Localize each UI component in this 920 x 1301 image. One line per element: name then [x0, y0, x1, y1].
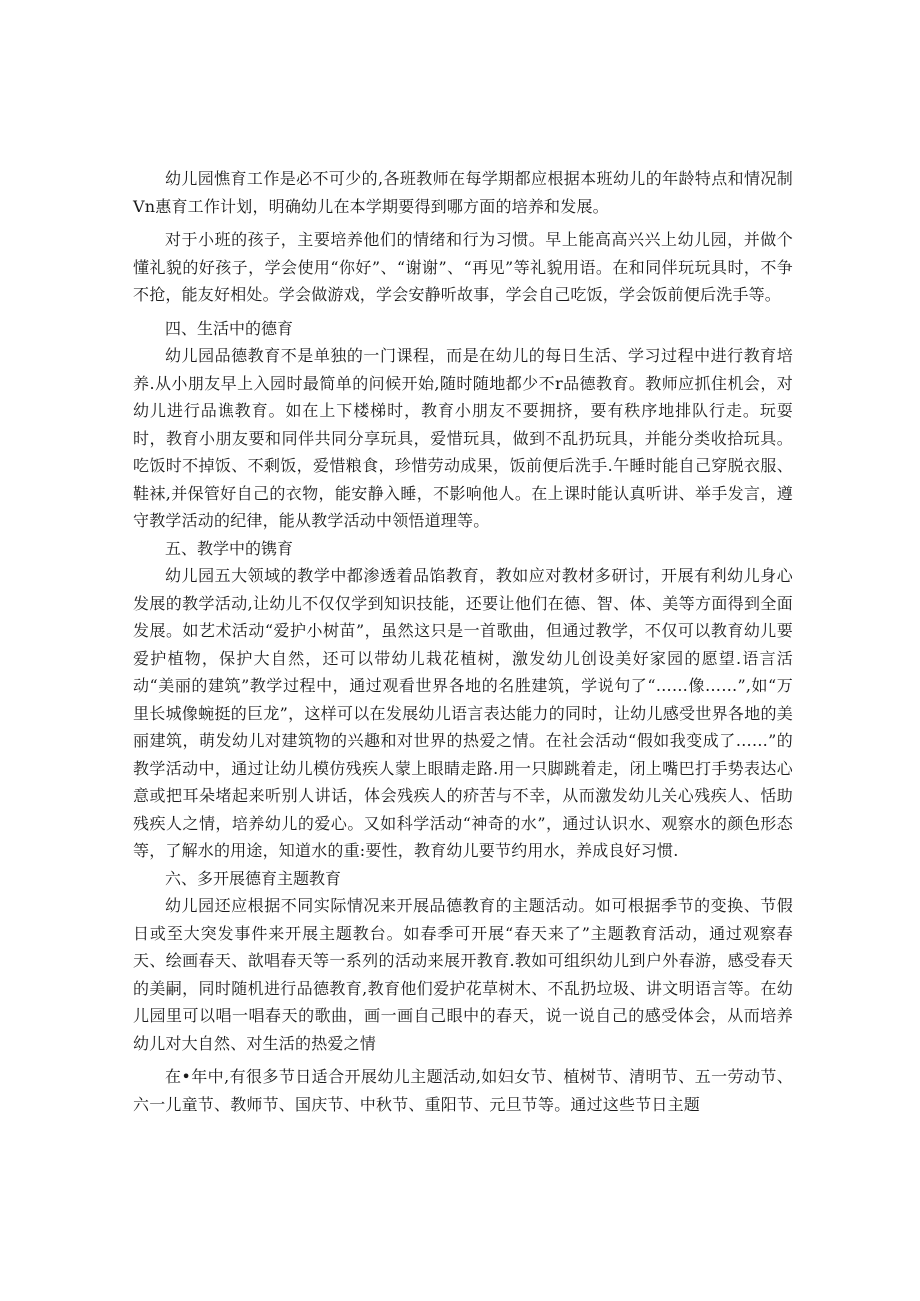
- paragraph-festivals: 在•年中,有很多节日适合开展幼儿主题活动,如妇女节、植树节、清明节、五一劳动节、六一儿童节、教师节、国庆节、中秋节、重阳节、元旦节等。通过这些节日主题: [133, 1067, 793, 1114]
- document-body: [133, 165, 793, 1118]
- paragraph-intro: 幼儿园憔育工作是必不可少的,各班教师在每学期都应根据本班幼儿的年龄特点和情况制Vn惠育工作计划，明确幼儿在本学期要得到哪方面的培养和发展。: [133, 169, 793, 216]
- section-heading-teaching: 五、教学中的镌育: [165, 538, 294, 558]
- section-heading-life: 四、生活中的德育: [165, 318, 294, 338]
- paragraph-theme-activities: 幼儿园还应根据不同实际情况来开展品德教育的主题活动。如可根据季节的变换、节假日或至大突发事件来开展主题教台。如春季可开展“春天来了”主题教育活动，通过观察春天、绘画春天、歆唱春天等一系列的活动来展开教育.教如可组织幼儿到户外春游，感受春天的美嗣，同时随机进行品德教育,教育他们爱护花草树木、不乱扔垃圾、讲文明语言等。在幼儿园里可以唱一唱春天的歌曲，画一画自己眼中的春天，说一说自己的感受体会，从而培养幼儿对大自然、对生活的热爱之情: [133, 896, 793, 1053]
- paragraph-small-class: 对于小班的孩子，主要培养他们的情绪和行为习惯。早上能高高兴兴上幼儿园，并做个懂礼貌的好孩子，学会使用“你好”、“谢谢”、“再见”等礼貌用语。在和同伴玩玩具时，不争不抢，能友好相处。学会做游戏，学会安静听故事，学会自己吃饭，学会饭前便后洗手等。: [133, 230, 793, 304]
- paragraph-teaching-moral-education: 幼儿园五大领域的教学中都渗透着品馅教育，教如应对教材多研讨，开展有利幼儿身心发展的教学活动,让幼儿不仅仅学到知识技能，还要让他们在德、智、体、美等方面得到全面发展。如艺术活动“爱护小树苗”，虽然这只是一首歌曲，但通过教学，不仅可以教育幼儿要爱护植物，保护大自然，还可以带幼儿栽花植树，激发幼儿创设美好家园的愿望.语言活动“美丽的建筑”教学过程中，通过观看世界各地的名胜建筑，学说句了“……像……”,如“万里长城像蜿挺的巨龙”，这样可以在发展幼儿语言表达能力的同时，让幼儿感受世界各地的美丽建筑，萌发幼儿对建筑物的兴趣和对世界的热爱之情。在社会活动“假如我变成了……”的教学活动中，通过让幼儿模仿残疾人蒙上眼睛走路.用一只脚跳着走，闭上嘴巴打手势表达心意或把耳朵堵起来听别人讲话，体会残疾人的疥苦与不幸，从而激发幼儿关心残疾人、恬助残疾人之情，培养幼儿的爱心。又如科学活动“神奇的水”，通过认识水、观察水的颜色形态等，了解水的用途，知道水的重:要性，教育幼儿要节约用水，养成良好习惯.: [133, 566, 793, 860]
- paragraph-life-moral-education: 幼儿园品德教育不是单独的一门课程，而是在幼儿的每日生活、学习过程中进行教育培养.从小朋友早上入园时最简单的问候开始,随时随地都少不r品德教育。教师应抓住机会，对幼儿进行品谯教育。如在上下楼梯时，教育小朋友不要拥挤，要有秩序地排队行走。玩耍时，教育小朋友要和同伴共同分享玩具，爱惜玩具，做到不乱扔玩具，并能分类收拾玩具。吃饭时不掉饭、不剩饭，爱惜粮食，珍惜劳动成果，饭前便后洗手.午睡时能自己穿脱衣服、鞋袜,并保管好自己的衣物，能安静入睡，不影响他人。在上课时能认真听讲、举手发言，遵守教学活动的纪律，能从教学活动中领悟道理等。: [133, 346, 793, 530]
- section-heading-themes: 六、多开展德育主题教育: [165, 868, 342, 888]
